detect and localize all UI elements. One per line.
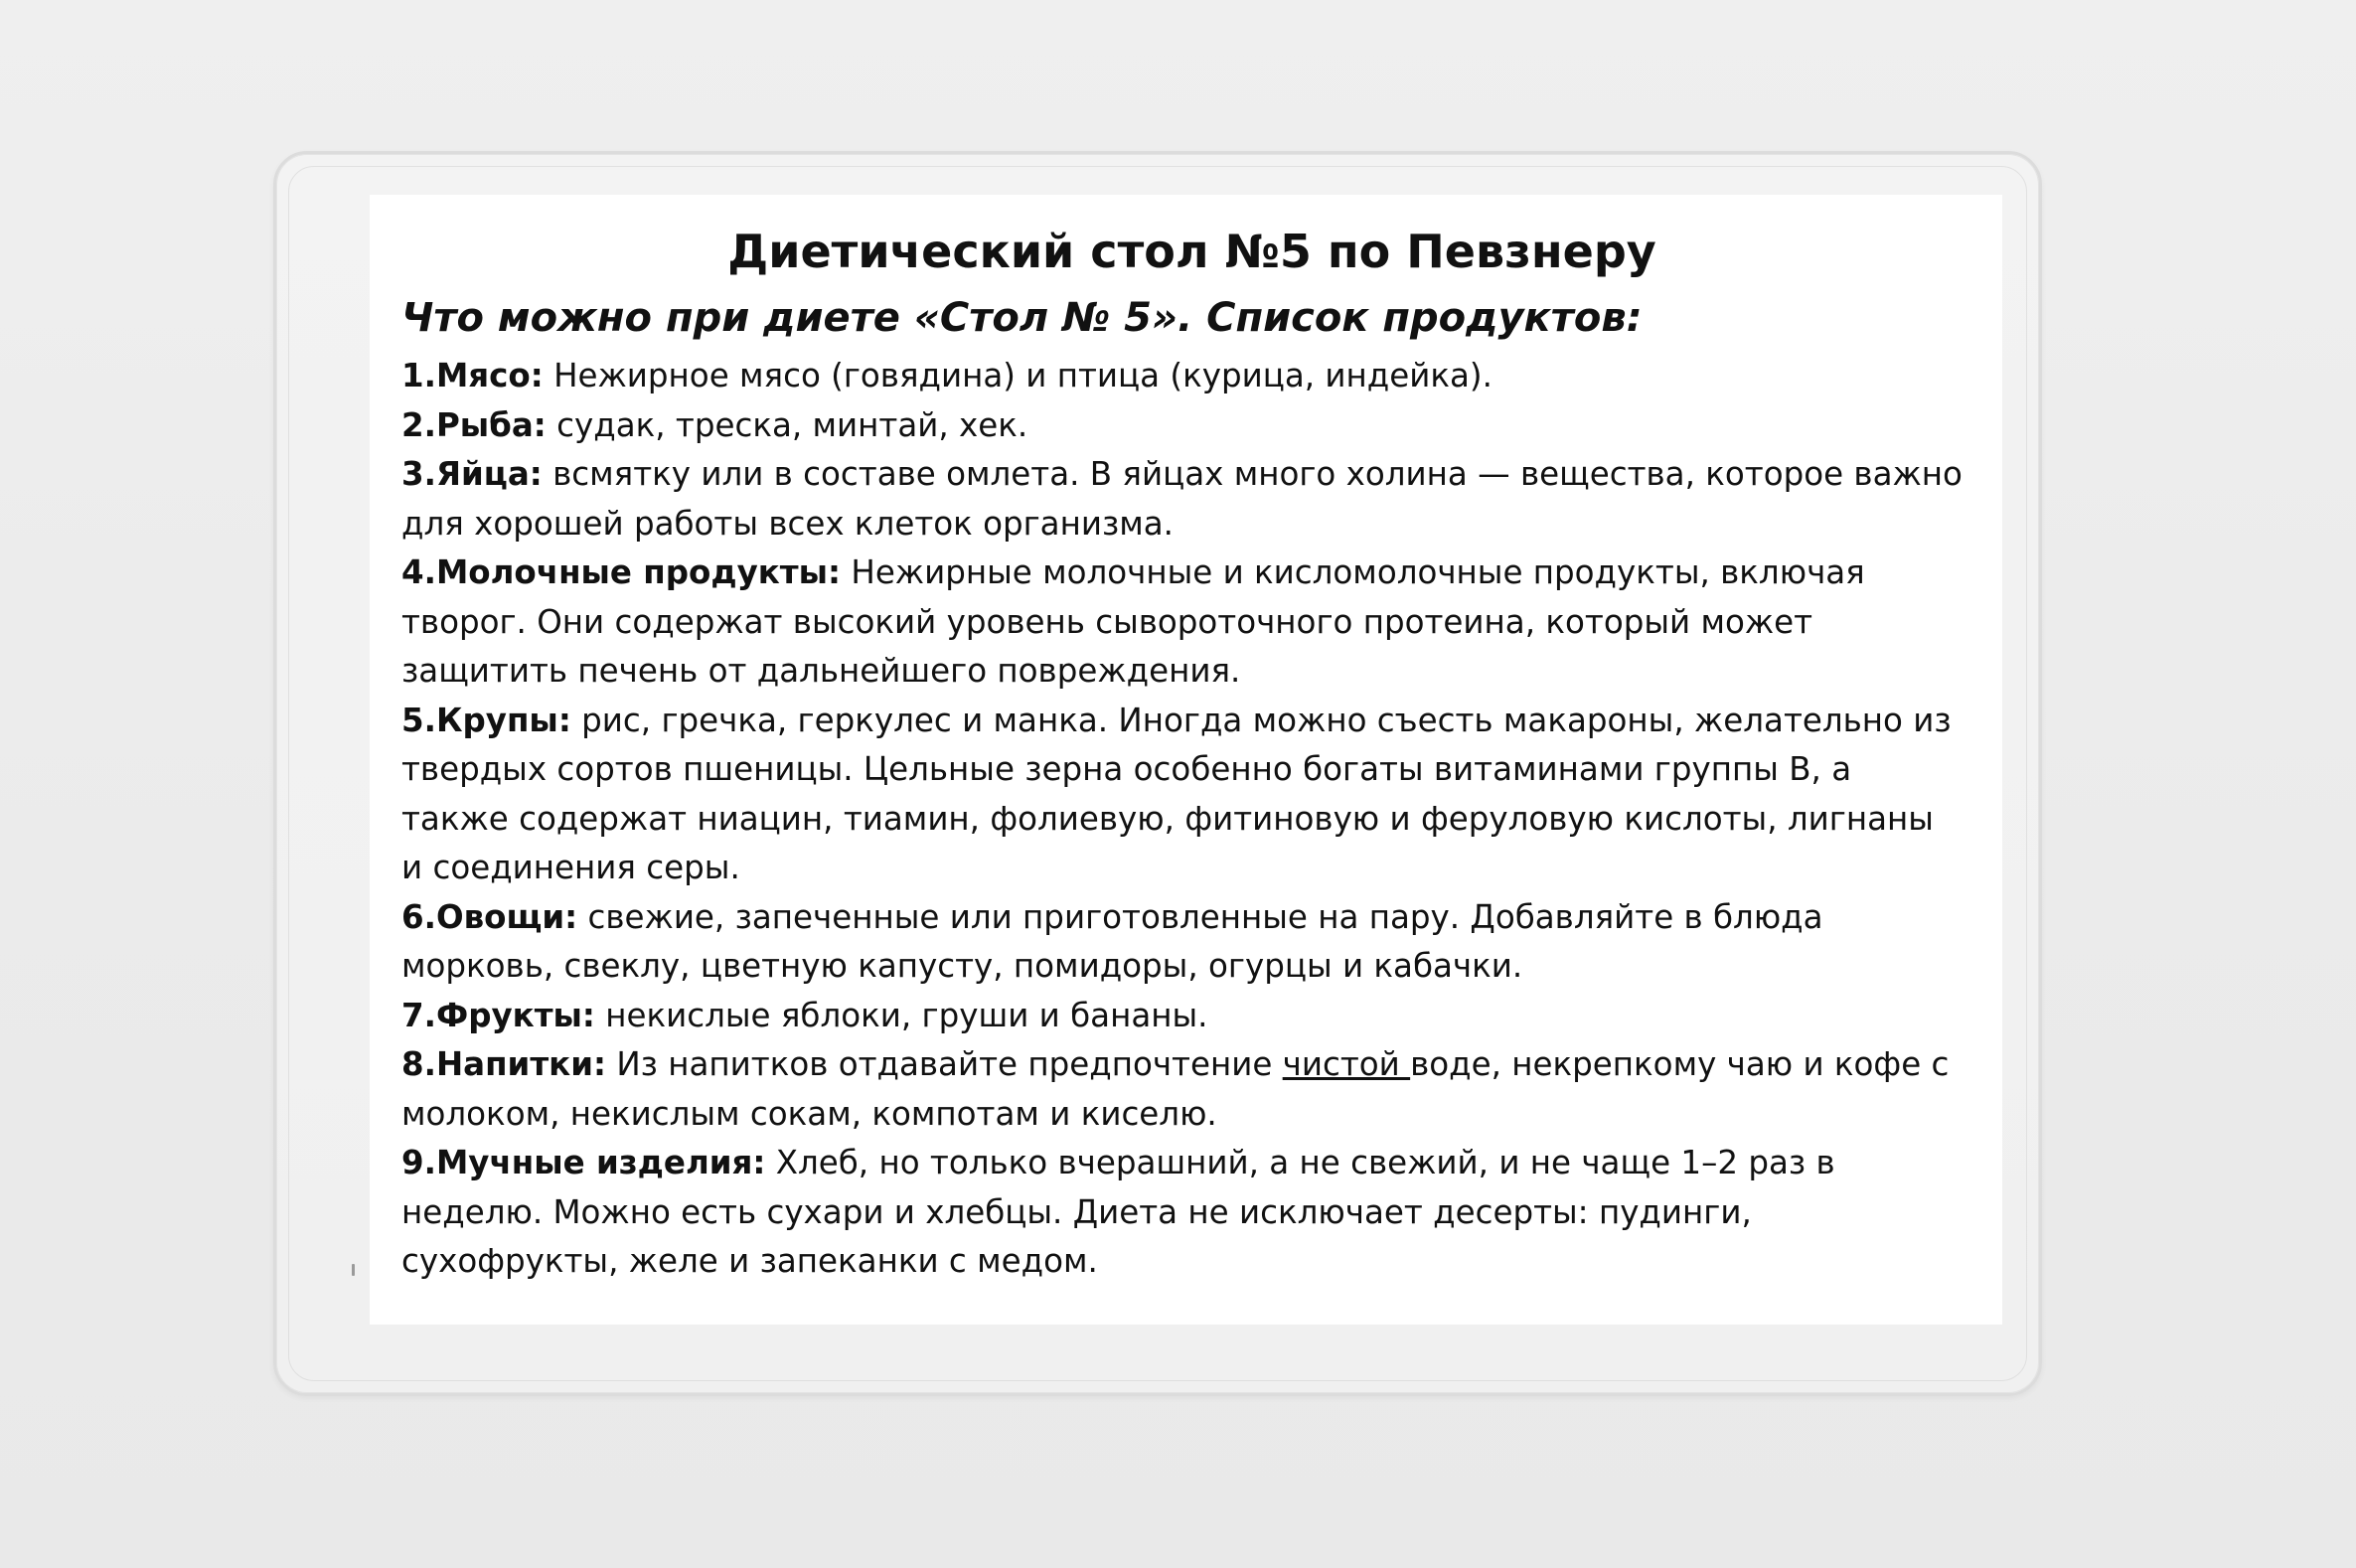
item-underlined-word: чистой [1282, 1045, 1411, 1083]
list-item-grains [401, 697, 1963, 893]
card-subtitle: Что можно при диете «Стол № 5». Список продуктов: [401, 295, 1643, 341]
list-item-fish [401, 401, 1963, 451]
item-label: 9.Мучные изделия: [401, 1144, 766, 1181]
list-item-flour-products [401, 1139, 1963, 1287]
item-text: Хлеб, но только вчерашний, а не свежий, и не чаще 1–2 раз в неделю. Можно есть сухари и хлебцы. Диета не исключает десерты: пудинги, сухофрукты, желе и запеканки с медом. [401, 1144, 1835, 1280]
item-label: 5.Крупы: [401, 701, 571, 739]
list-item-dairy [401, 549, 1963, 697]
item-label: 4.Молочные продукты: [401, 553, 842, 591]
item-text-before: Из напитков отдавайте предпочтение [605, 1045, 1283, 1083]
diet-card [370, 195, 2002, 1325]
list-item-eggs [401, 450, 1963, 549]
list-item-fruits [401, 992, 1963, 1041]
item-label: 6.Овощи: [401, 897, 578, 936]
item-text: свежие, запеченные или приготовленные на пару. Добавляйте в блюда морковь, свеклу, цветную капусту, помидоры, огурцы и кабачки. [401, 897, 1823, 985]
dust-mark [352, 1264, 355, 1276]
item-label: 3.Яйца: [401, 455, 543, 493]
item-text: Нежирные молочные и кисломолочные продукты, включая творог. Они содержат высокий уровень сывороточного протеина, который может защитить печень от дальнейшего повреждения. [401, 553, 1865, 690]
item-text: Нежирное мясо (говядина) и птица (курица, индейка). [543, 357, 1492, 394]
item-label: 8.Напитки: [401, 1045, 606, 1083]
item-text-after: воде, некрепкому чаю и кофе с молоком, некислым сокам, компотам и киселю. [401, 1045, 1950, 1133]
item-text: всмятку или в составе омлета. В яйцах много холина — вещества, которое важно для хорошей работы всех клеток организма. [401, 455, 1963, 543]
item-label: 1.Мясо: [401, 357, 544, 394]
item-label: 7.Фрукты: [401, 996, 595, 1034]
item-text: судак, треска, минтай, хек. [546, 405, 1028, 444]
list-item-meat [401, 352, 1963, 401]
list-item-vegetables [401, 893, 1963, 992]
item-text: некислые яблоки, груши и бананы. [594, 996, 1208, 1034]
item-label: 2.Рыба: [401, 405, 547, 444]
list-item-drinks [401, 1040, 1963, 1139]
card-title: Диетический стол №5 по Певзнеру [727, 225, 1656, 278]
item-text: рис, гречка, геркулес и манка. Иногда можно съесть макароны, желательно из твердых сортов пшеницы. Цельные зерна особенно богаты витаминами группы В, а также содержат ниацин, тиамин, фолиевую, фитиновую и феруловую кислоты, лигнаны и соединения серы. [401, 701, 1952, 886]
